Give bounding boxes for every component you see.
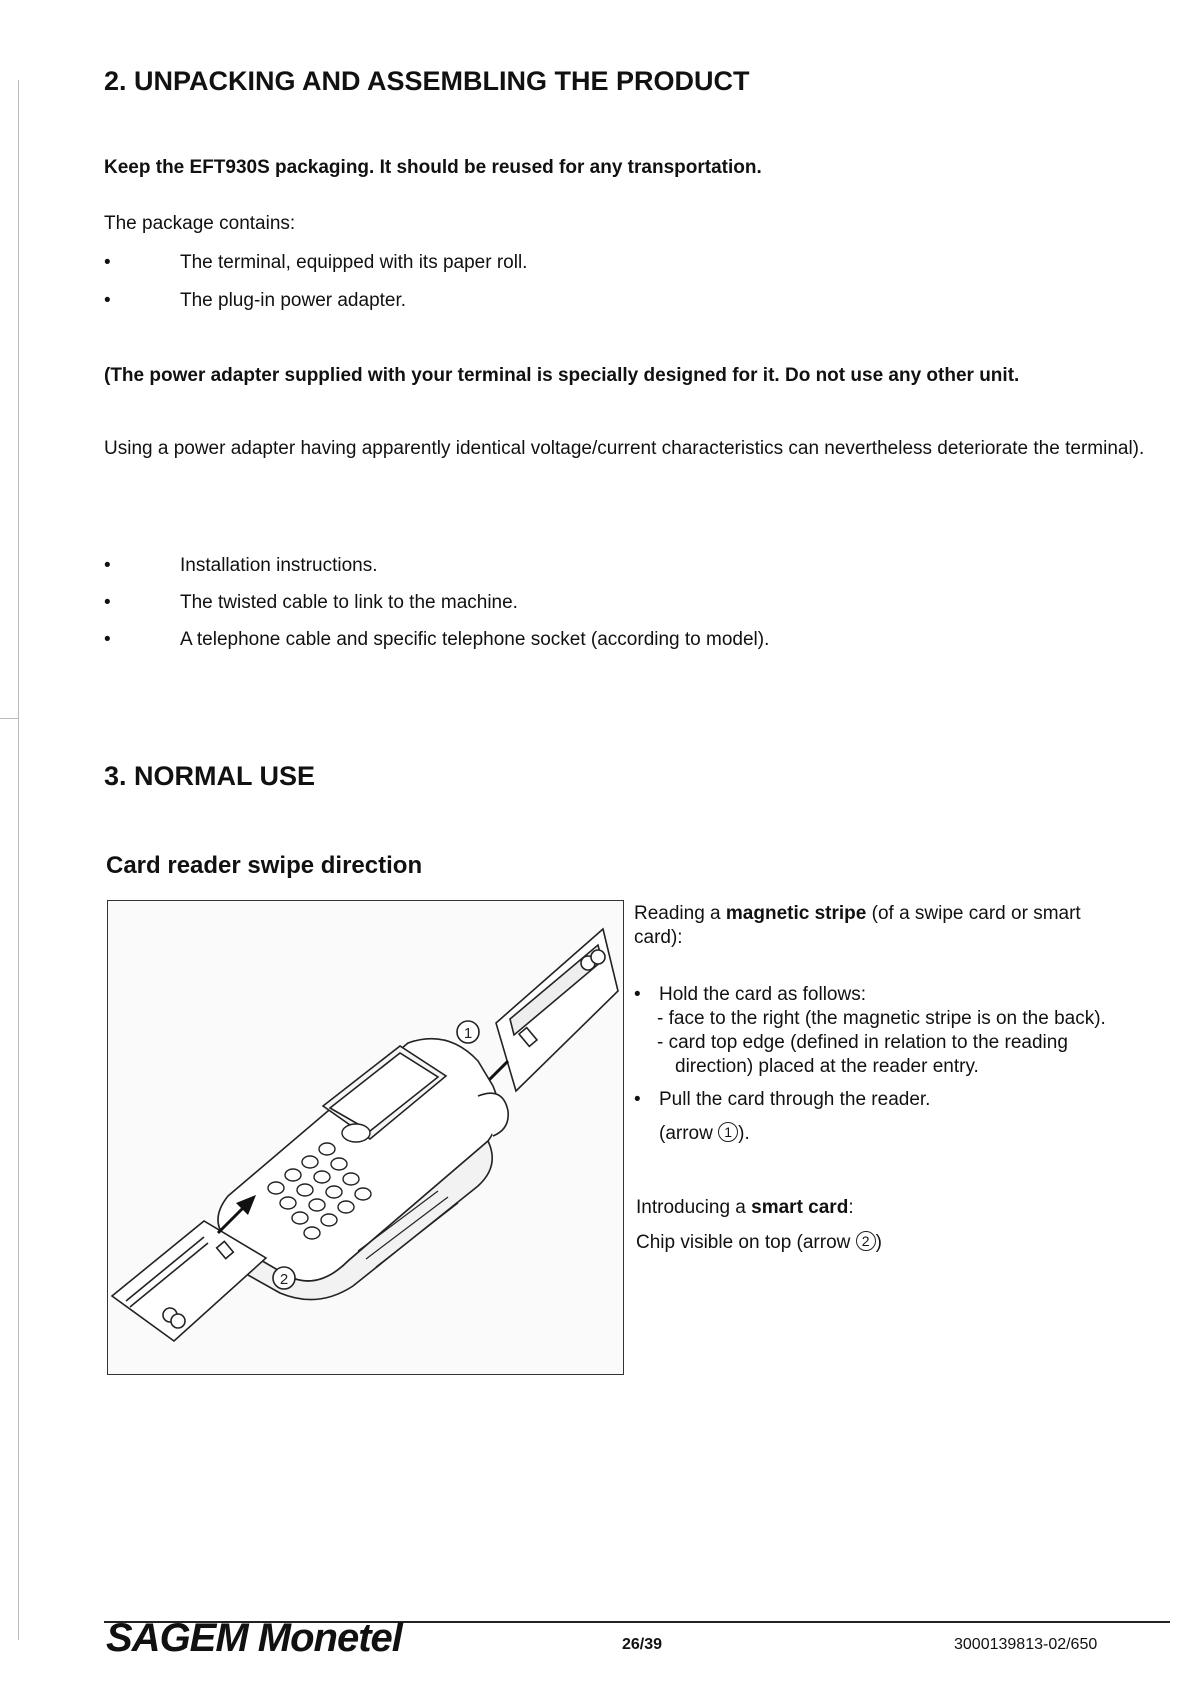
smart-card-intro — [636, 1196, 854, 1220]
list-item-text: Installation instructions. — [180, 555, 378, 576]
chip-prefix: Chip visible on top (arrow — [636, 1232, 856, 1253]
arrow-1-label — [457, 1021, 479, 1043]
reading-line2: card): — [634, 927, 683, 948]
hold-sub2b: direction) placed at the reader entry. — [675, 1056, 979, 1077]
arrow-2-number: 2 — [279, 1271, 289, 1288]
adapter-warning: (The power adapter supplied with your terminal is specially designed for it. Do not use any other unit. — [104, 365, 1020, 386]
keep-packaging-note: Keep the EFT930S packaging. It should be reused for any transportation. — [104, 157, 762, 178]
circled-2-icon: 2 — [856, 1231, 876, 1251]
section-3-title: 3. NORMAL USE — [104, 761, 316, 791]
list-item-text: The twisted cable to link to the machine. — [180, 592, 518, 613]
bullet-icon: • — [104, 592, 111, 613]
card-reader-subtitle: Card reader swipe direction — [106, 852, 423, 879]
chip-note — [636, 1231, 882, 1255]
document-reference: 3000139813-02/650 — [954, 1636, 1098, 1653]
reading-lead: Reading a — [634, 903, 726, 924]
terminal-drawing — [108, 901, 625, 1376]
bullet-icon: • — [104, 555, 111, 576]
reading-magstripe — [634, 902, 1081, 926]
package-intro: The package contains: — [104, 213, 296, 234]
section-2-title: 2. UNPACKING AND ASSEMBLING THE PRODUCT — [104, 66, 750, 96]
brand-logo: SAGEM Monetel — [106, 1616, 402, 1660]
chip-suffix: ) — [875, 1232, 882, 1253]
arrow-1-number: 1 — [463, 1025, 473, 1042]
smart-lead: Introducing a — [636, 1197, 752, 1218]
swipe-card — [496, 929, 618, 1091]
pull-bullet: • — [634, 1089, 641, 1110]
arrow-2-label — [273, 1267, 295, 1289]
smart-bold: smart card — [751, 1197, 849, 1218]
page-number: 26/39 — [622, 1636, 663, 1653]
bullet-icon: • — [104, 290, 111, 311]
smart-tail: : — [848, 1197, 854, 1218]
reading-rest: (of a swipe card or smart — [866, 903, 1081, 924]
scan-tick — [0, 718, 18, 719]
hold-sub2a: - card top edge (defined in relation to the reading — [657, 1032, 1068, 1053]
terminal-illustration — [107, 900, 624, 1375]
circled-1-icon: 1 — [718, 1122, 738, 1142]
hold-sub1: - face to the right (the magnetic stripe is on the back). — [657, 1008, 1106, 1029]
list-item-text: The terminal, equipped with its paper roll. — [180, 252, 528, 273]
scan-margin-line — [18, 80, 19, 1640]
bullet-icon: • — [104, 629, 111, 650]
pull-label: Pull the card through the reader. — [659, 1089, 931, 1110]
pull-arrow-prefix: (arrow — [659, 1123, 719, 1144]
list-item-text: The plug-in power adapter. — [180, 290, 407, 311]
bullet-icon: • — [104, 252, 111, 273]
pull-arrow-ref — [659, 1122, 750, 1146]
adapter-detail: Using a power adapter having apparently identical voltage/current characteristics can nevertheless deteriorate the terminal). — [104, 438, 1145, 459]
reading-bold: magnetic stripe — [725, 903, 867, 924]
list-item-text: A telephone cable and specific telephone socket (according to model). — [180, 629, 770, 650]
hold-bullet: • — [634, 984, 641, 1005]
pull-arrow-suffix: ). — [738, 1123, 750, 1144]
hold-label: Hold the card as follows: — [659, 984, 866, 1005]
